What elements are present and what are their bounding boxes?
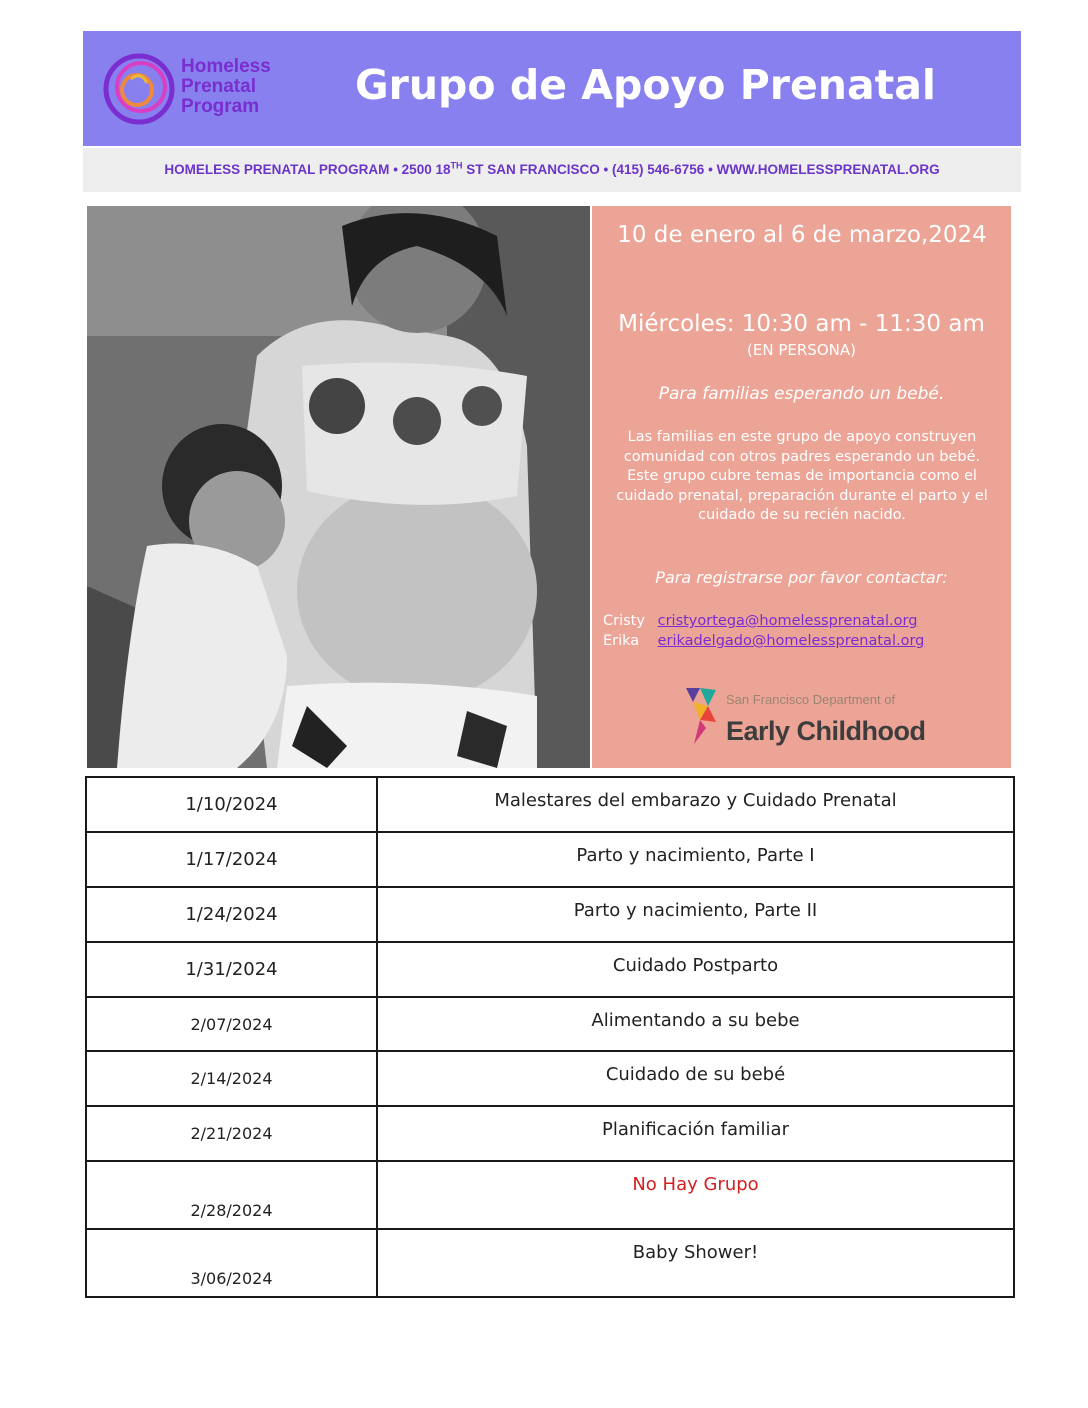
session-topic: Cuidado de su bebé [377,1051,1014,1106]
date-range: 10 de enero al 6 de marzo,2024 [617,222,987,248]
session-topic: Parto y nacimiento, Parte II [377,887,1014,942]
logo-line: Homeless [181,56,271,77]
hpp-logo [101,51,291,131]
session-date: 2/21/2024 [86,1106,377,1161]
contact-name: Erika [603,633,640,649]
session-date: 1/17/2024 [86,832,377,887]
contact-email-link[interactable]: cristyortega@homelessprenatal.org [657,613,918,629]
table-row [86,832,1014,887]
logo-wordmark [181,57,271,117]
sponsor-logo [686,688,936,754]
session-topic: Baby Shower! [377,1229,1014,1297]
sponsor-big-text: Early Childhood [726,716,926,746]
description-text: Las familias en este grupo de apoyo construyen comunidad con otros padres esperando un bebé. Este grupo cubre temas de importancia como el cuidado prenatal, preparación durante el parto y el cuidado de su recién nacido. [616,429,988,523]
session-date: 1/10/2024 [86,777,377,832]
table-row [86,1229,1014,1297]
session-date: 2/14/2024 [86,1051,377,1106]
session-date: 3/06/2024 [86,1229,377,1297]
schedule-table [85,776,1015,1298]
session-topic: Parto y nacimiento, Parte I [377,832,1014,887]
session-date: 2/07/2024 [86,997,377,1051]
session-date: 1/24/2024 [86,887,377,942]
table-row [86,997,1014,1051]
bullet-separator: • [708,162,717,177]
table-row [86,1161,1014,1229]
table-row [86,1106,1014,1161]
session-topic: Planificación familiar [377,1106,1014,1161]
photo-illustration [87,206,590,768]
mother-child-photo [87,206,590,768]
bullet-separator: • [393,162,402,177]
session-date: 1/31/2024 [86,942,377,997]
info-panel [592,206,1011,768]
meeting-time: Miércoles: 10:30 am - 11:30 am [618,311,985,337]
sponsor-small-text: San Francisco Department of [726,692,896,707]
meeting-mode: (EN PERSONA) [747,341,856,359]
bullet-separator: • [603,162,612,177]
register-prompt: Para registrarse por favor contactar: [655,568,948,587]
contact-row [603,631,1003,651]
contact-name: Cristy [603,613,645,629]
org-name: HOMELESS PRENATAL PROGRAM [164,162,390,177]
spiral-logo-icon [101,51,177,127]
contact-row [603,611,1003,631]
session-topic: Cuidado Postparto [377,942,1014,997]
session-topic: Malestares del embarazo y Cuidado Prenatal [377,777,1014,832]
header-banner [83,31,1021,146]
session-date: 2/28/2024 [86,1161,377,1229]
street-number: 2500 18 [401,162,451,177]
session-topic: Alimentando a su bebe [377,997,1014,1051]
page-title: Grupo de Apoyo Prenatal [355,61,936,109]
table-row [86,1051,1014,1106]
logo-line: Prenatal [181,76,256,97]
logo-line: Program [181,96,260,117]
audience-text: Para familias esperando un bebé. [658,384,945,404]
website-link[interactable]: WWW.HOMELESSPRENATAL.ORG [716,162,940,177]
street-rest: ST SAN FRANCISCO [462,162,600,177]
street-suffix: TH [450,160,463,171]
contact-list [603,611,1003,651]
contact-email-link[interactable]: erikadelgado@homelessprenatal.org [657,633,925,649]
address-bar [83,148,1021,192]
phone-number: (415) 546-6756 [612,162,705,177]
table-row [86,777,1014,832]
table-row [86,887,1014,942]
table-row [86,942,1014,997]
session-topic-cancelled: No Hay Grupo [377,1161,1014,1229]
sf-dec-logo-icon [686,688,722,748]
